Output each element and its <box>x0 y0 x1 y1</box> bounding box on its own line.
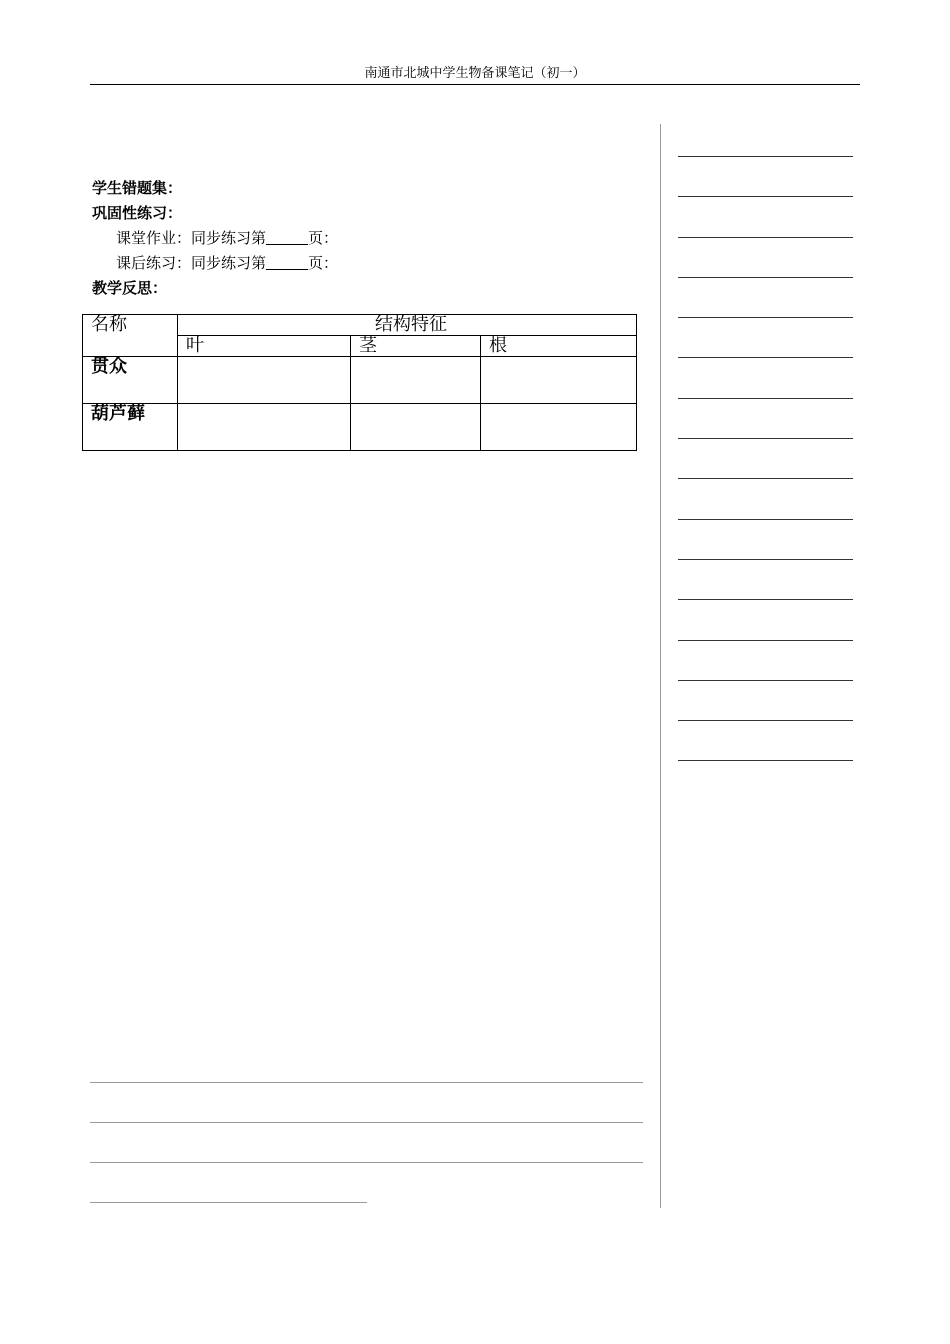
note-line <box>678 478 853 479</box>
root-header: 根 <box>489 335 507 356</box>
classwork-prefix: 课堂作业：同步练习第 <box>116 229 267 247</box>
root-cell[interactable] <box>481 357 637 404</box>
reflection-label: 教学反思： <box>92 279 168 297</box>
homework-line <box>92 251 338 276</box>
note-line <box>678 519 853 520</box>
table-row <box>83 357 637 404</box>
note-line <box>678 720 853 721</box>
reflection-lines <box>90 1082 643 1242</box>
homework-prefix: 课后练习：同步练习第 <box>116 254 267 272</box>
structure-table <box>82 314 637 451</box>
feature-header: 结构特征 <box>375 314 447 335</box>
table-row <box>83 404 637 451</box>
plant-name: 贯众 <box>91 356 127 377</box>
stem-header: 茎 <box>359 335 377 356</box>
stem-cell[interactable] <box>351 404 481 451</box>
note-line <box>678 317 853 318</box>
name-header-cell <box>83 315 178 357</box>
note-line <box>678 599 853 600</box>
stem-header-cell <box>351 336 481 357</box>
leaf-cell[interactable] <box>178 357 351 404</box>
plant-name-cell <box>83 404 178 451</box>
classwork-line <box>92 226 338 251</box>
header-title: 南通市北城中学生物备课笔记（初一） <box>364 66 586 81</box>
writing-line <box>90 1202 367 1203</box>
root-cell[interactable] <box>481 404 637 451</box>
note-line <box>678 156 853 157</box>
mistakes-label: 学生错题集： <box>92 179 183 197</box>
note-line <box>678 680 853 681</box>
note-line <box>678 559 853 560</box>
writing-line <box>90 1122 643 1123</box>
writing-line <box>90 1082 643 1083</box>
consolidation-label: 巩固性练习： <box>92 204 183 222</box>
note-line <box>678 760 853 761</box>
root-header-cell <box>481 336 637 357</box>
page-header <box>90 64 860 85</box>
homework-page-blank[interactable] <box>266 253 308 270</box>
note-line <box>678 438 853 439</box>
stem-cell[interactable] <box>351 357 481 404</box>
note-line <box>678 398 853 399</box>
column-divider <box>660 124 661 1208</box>
note-line <box>678 357 853 358</box>
note-line <box>678 277 853 278</box>
feature-header-cell <box>178 315 637 336</box>
note-line <box>678 196 853 197</box>
plant-name: 葫芦藓 <box>91 403 145 424</box>
classwork-page-blank[interactable] <box>266 228 308 245</box>
leaf-header: 叶 <box>186 335 204 356</box>
leaf-cell[interactable] <box>178 404 351 451</box>
note-line <box>678 237 853 238</box>
classwork-suffix: 页： <box>308 229 339 247</box>
main-content <box>92 176 338 301</box>
plant-name-cell <box>83 357 178 404</box>
note-line <box>678 640 853 641</box>
side-note-lines <box>678 156 853 801</box>
homework-suffix: 页： <box>308 254 339 272</box>
name-header: 名称 <box>91 314 127 335</box>
writing-line <box>90 1162 643 1163</box>
leaf-header-cell <box>178 336 351 357</box>
